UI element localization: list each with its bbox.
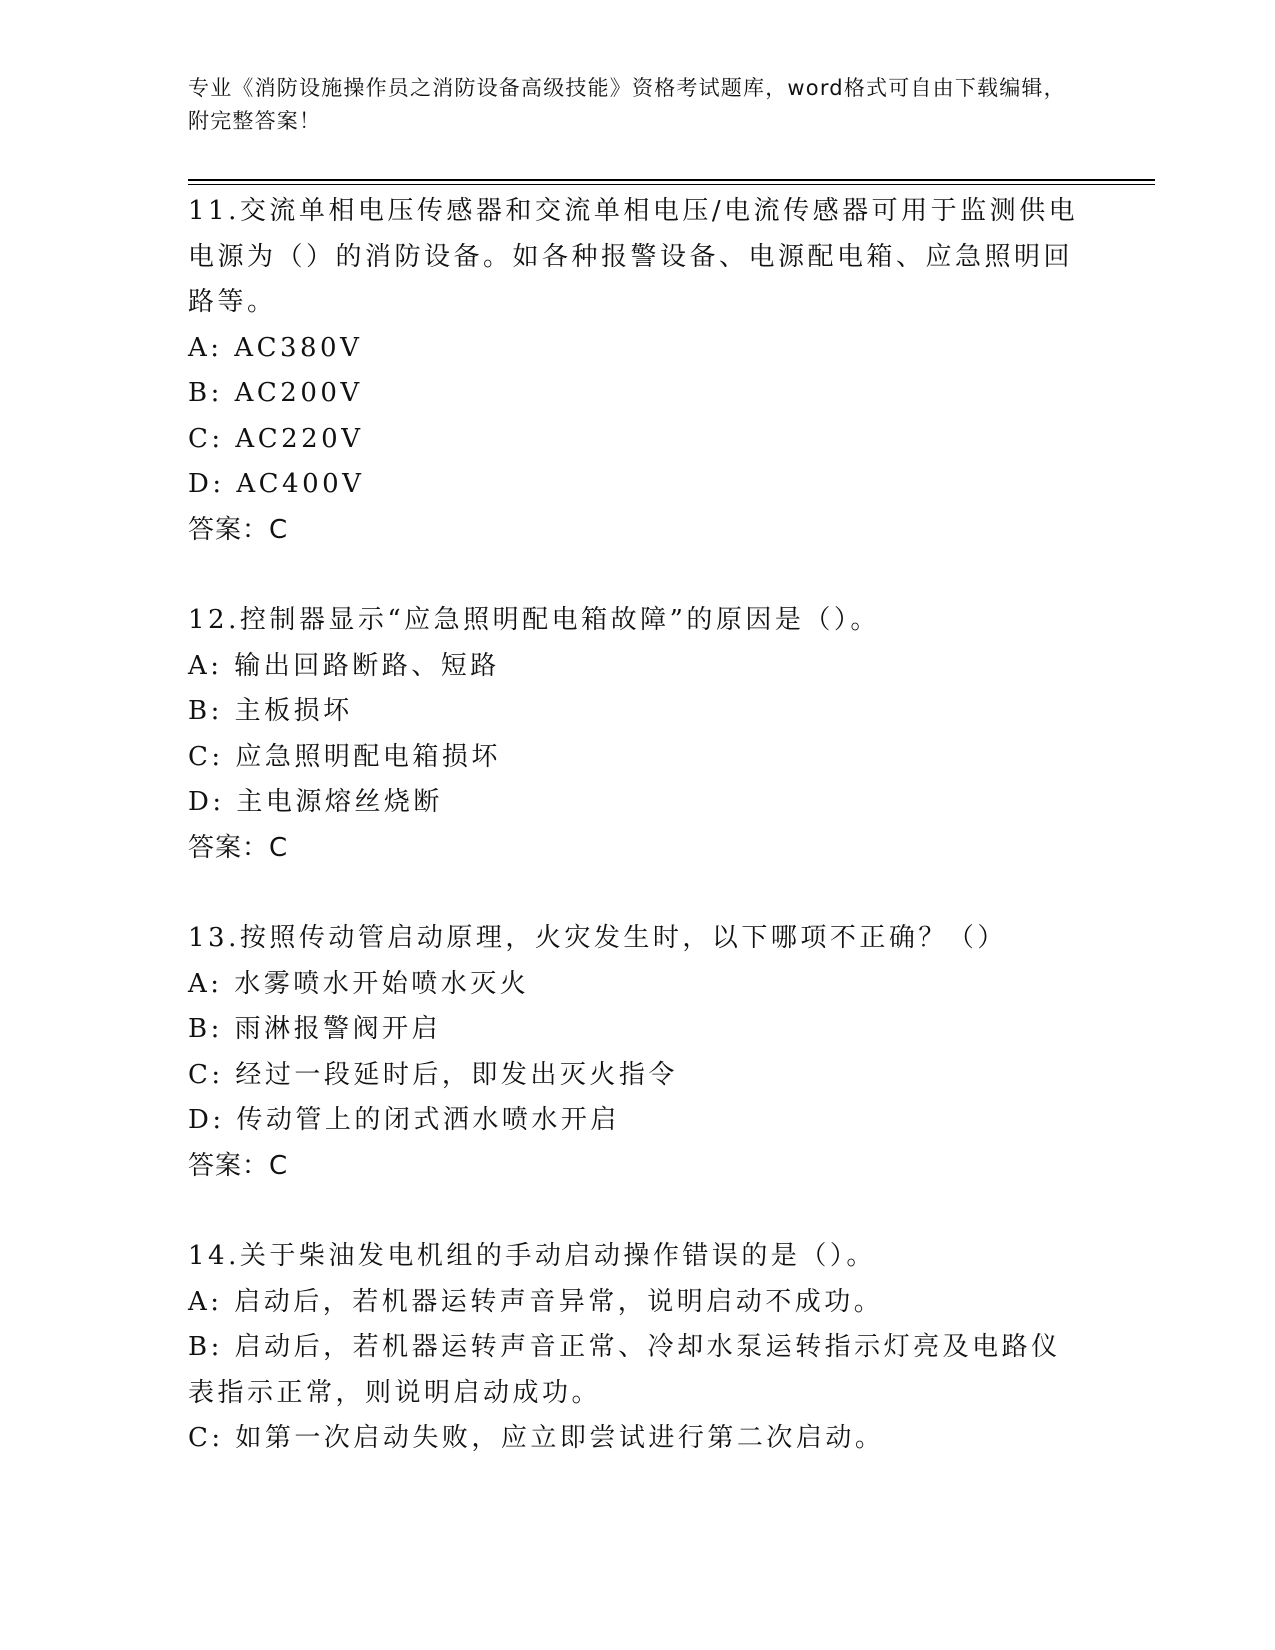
option-b: B: AC200V [188, 378, 363, 408]
question-stem: 12.控制器显示“应急照明配电箱故障”的原因是（）。 [188, 605, 880, 635]
option-a: A: AC380V [188, 332, 363, 363]
option-d: D: 传动管上的闭式洒水喷水开启 [188, 1105, 620, 1135]
question-stem: 11.交流单相电压传感器和交流单相电压/电流传感器可用于监测供电电源为（）的消防设备。如各种报警设备、电源配电箱、应急照明回路等。 [188, 196, 1079, 317]
option-c: C: 应急照明配电箱损坏 [188, 741, 501, 772]
option-b: B: 雨淋报警阀开启 [188, 1014, 442, 1044]
option-d: D: 主电源熔丝烧断 [188, 787, 443, 817]
question-13 [188, 916, 1088, 1189]
answer-line: 答案：C [188, 832, 289, 863]
question-14 [188, 1234, 1088, 1462]
document-header: 专业《消防设施操作员之消防设备高级技能》资格考试题库，word格式可自由下载编辑，附完整答案！ [188, 76, 1066, 133]
option-c: C: AC220V [188, 423, 364, 454]
question-12 [188, 598, 1088, 871]
option-b: B: 主板损坏 [188, 696, 353, 726]
question-stem: 13.按照传动管启动原理，火灾发生时，以下哪项不正确？（） [188, 923, 1007, 953]
option-c: C: 如第一次启动失败，应立即尝试进行第二次启动。 [188, 1423, 885, 1453]
option-a: A: 水雾喷水开始喷水灭火 [188, 968, 530, 999]
option-a: A: 输出回路断路、短路 [188, 650, 500, 681]
option-c: C: 经过一段延时后，即发出灭火指令 [188, 1059, 678, 1090]
question-stem: 14.关于柴油发电机组的手动启动操作错误的是（）。 [188, 1241, 876, 1271]
header-divider-thick [188, 179, 1155, 181]
header-divider-thin [188, 184, 1155, 185]
option-b: B: 启动后，若机器运转声音正常、冷却水泵运转指示灯亮及电路仪表指示正常，则说明启动成功。 [188, 1332, 1061, 1408]
option-d: D: AC400V [188, 469, 365, 499]
question-list [188, 189, 1088, 1507]
option-a: A: 启动后，若机器运转声音异常，说明启动不成功。 [188, 1286, 884, 1317]
answer-line: 答案：C [188, 514, 289, 545]
answer-line: 答案：C [188, 1150, 289, 1181]
question-11 [188, 189, 1088, 553]
